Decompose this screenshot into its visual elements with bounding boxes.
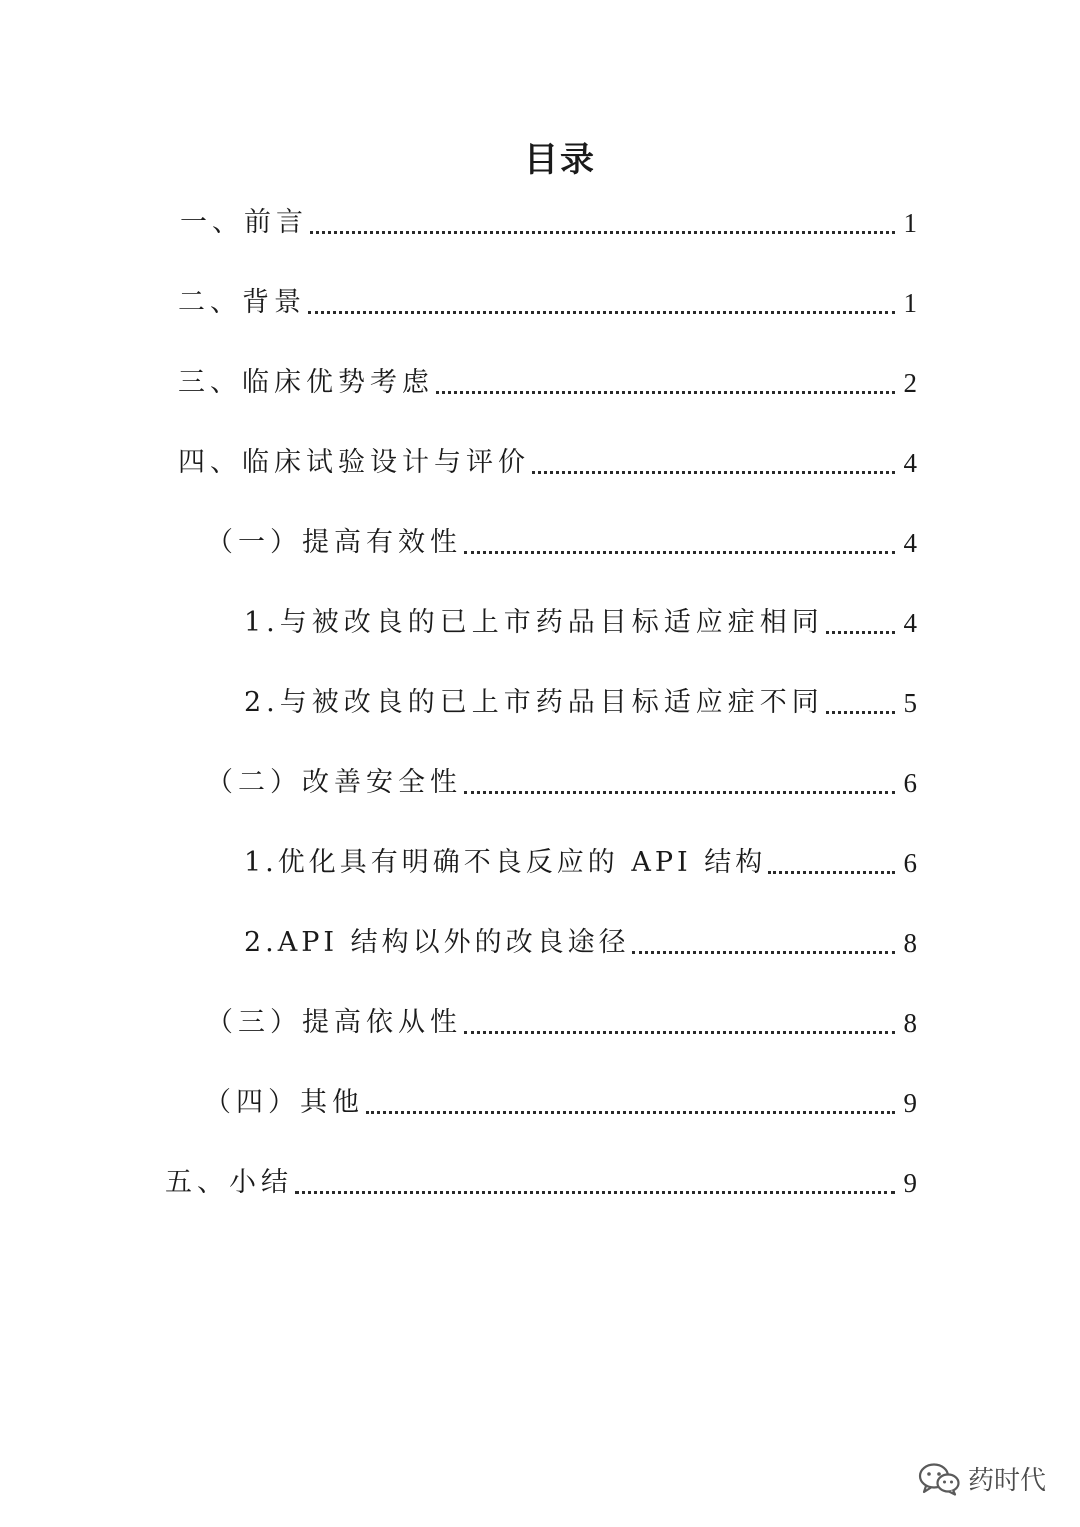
toc-page-number: 4 (903, 528, 917, 558)
toc-entry-background[interactable] (178, 283, 917, 323)
toc-entry-safety[interactable] (206, 763, 917, 803)
toc-entry-efficacy[interactable] (206, 523, 917, 563)
toc-entry-clinical-advantage[interactable] (178, 363, 917, 403)
toc-leader-dots (826, 631, 895, 634)
toc-page-number: 1 (903, 208, 917, 238)
toc-leader-dots (532, 471, 895, 474)
toc-entry-preface[interactable] (180, 203, 917, 243)
toc-page-number: 9 (903, 1168, 917, 1198)
toc-entry-label: （三）提高依从性 (206, 1007, 462, 1038)
toc-entry-label: 五、小结 (165, 1167, 293, 1198)
toc-entry-label: （一）提高有效性 (206, 527, 462, 558)
toc-leader-dots (768, 871, 895, 874)
toc-leader-dots (366, 1111, 895, 1114)
toc-page-number: 5 (903, 688, 917, 718)
toc-leader-dots (464, 551, 895, 554)
toc-entry-label: 2.与被改良的已上市药品目标适应症不同 (244, 687, 824, 718)
toc-leader-dots (632, 951, 895, 954)
toc-leader-dots (310, 231, 895, 234)
toc-entry-different-indication[interactable] (244, 683, 917, 723)
wechat-icon (918, 1462, 960, 1496)
toc-entry-label: 1.优化具有明确不良反应的 API 结构 (244, 847, 767, 878)
toc-entry-label: 四、临床试验设计与评价 (178, 447, 530, 478)
toc-entry-label: 1.与被改良的已上市药品目标适应症相同 (244, 607, 824, 638)
toc-page-number: 6 (903, 848, 917, 878)
page-title: 目录 (524, 140, 596, 180)
toc-entry-others[interactable] (204, 1083, 917, 1123)
toc-leader-dots (464, 791, 895, 794)
toc-page-number: 8 (903, 1008, 917, 1038)
toc-page-number: 4 (903, 448, 917, 478)
toc-page-number: 4 (903, 608, 917, 638)
toc-entry-label: 二、背景 (178, 287, 306, 318)
toc-leader-dots (436, 391, 895, 394)
toc-leader-dots (308, 311, 895, 314)
toc-page-number: 8 (903, 928, 917, 958)
toc-page-number: 6 (903, 768, 917, 798)
toc-entry-label: 三、临床优势考虑 (178, 367, 434, 398)
toc-leader-dots (295, 1191, 895, 1194)
toc-leader-dots (826, 711, 895, 714)
toc-entry-same-indication[interactable] (244, 603, 917, 643)
toc-entry-other-routes[interactable] (244, 923, 917, 963)
toc-entry-label: 2.API 结构以外的改良途径 (244, 927, 630, 958)
toc-entry-api-structure[interactable] (244, 843, 917, 883)
watermark (918, 1460, 1046, 1497)
toc-entry-trial-design[interactable] (178, 443, 917, 483)
toc-page-number: 9 (903, 1088, 917, 1118)
toc-leader-dots (464, 1031, 895, 1034)
toc-entry-label: 一、前言 (180, 207, 308, 238)
toc-entry-summary[interactable] (165, 1163, 917, 1203)
toc-entry-label: （二）改善安全性 (206, 767, 462, 798)
toc-entry-compliance[interactable] (206, 1003, 917, 1043)
toc-page-number: 1 (903, 288, 917, 318)
toc-page-number: 2 (903, 368, 917, 398)
watermark-text: 药时代 (967, 1466, 1046, 1496)
toc-entry-label: （四）其他 (204, 1087, 364, 1118)
